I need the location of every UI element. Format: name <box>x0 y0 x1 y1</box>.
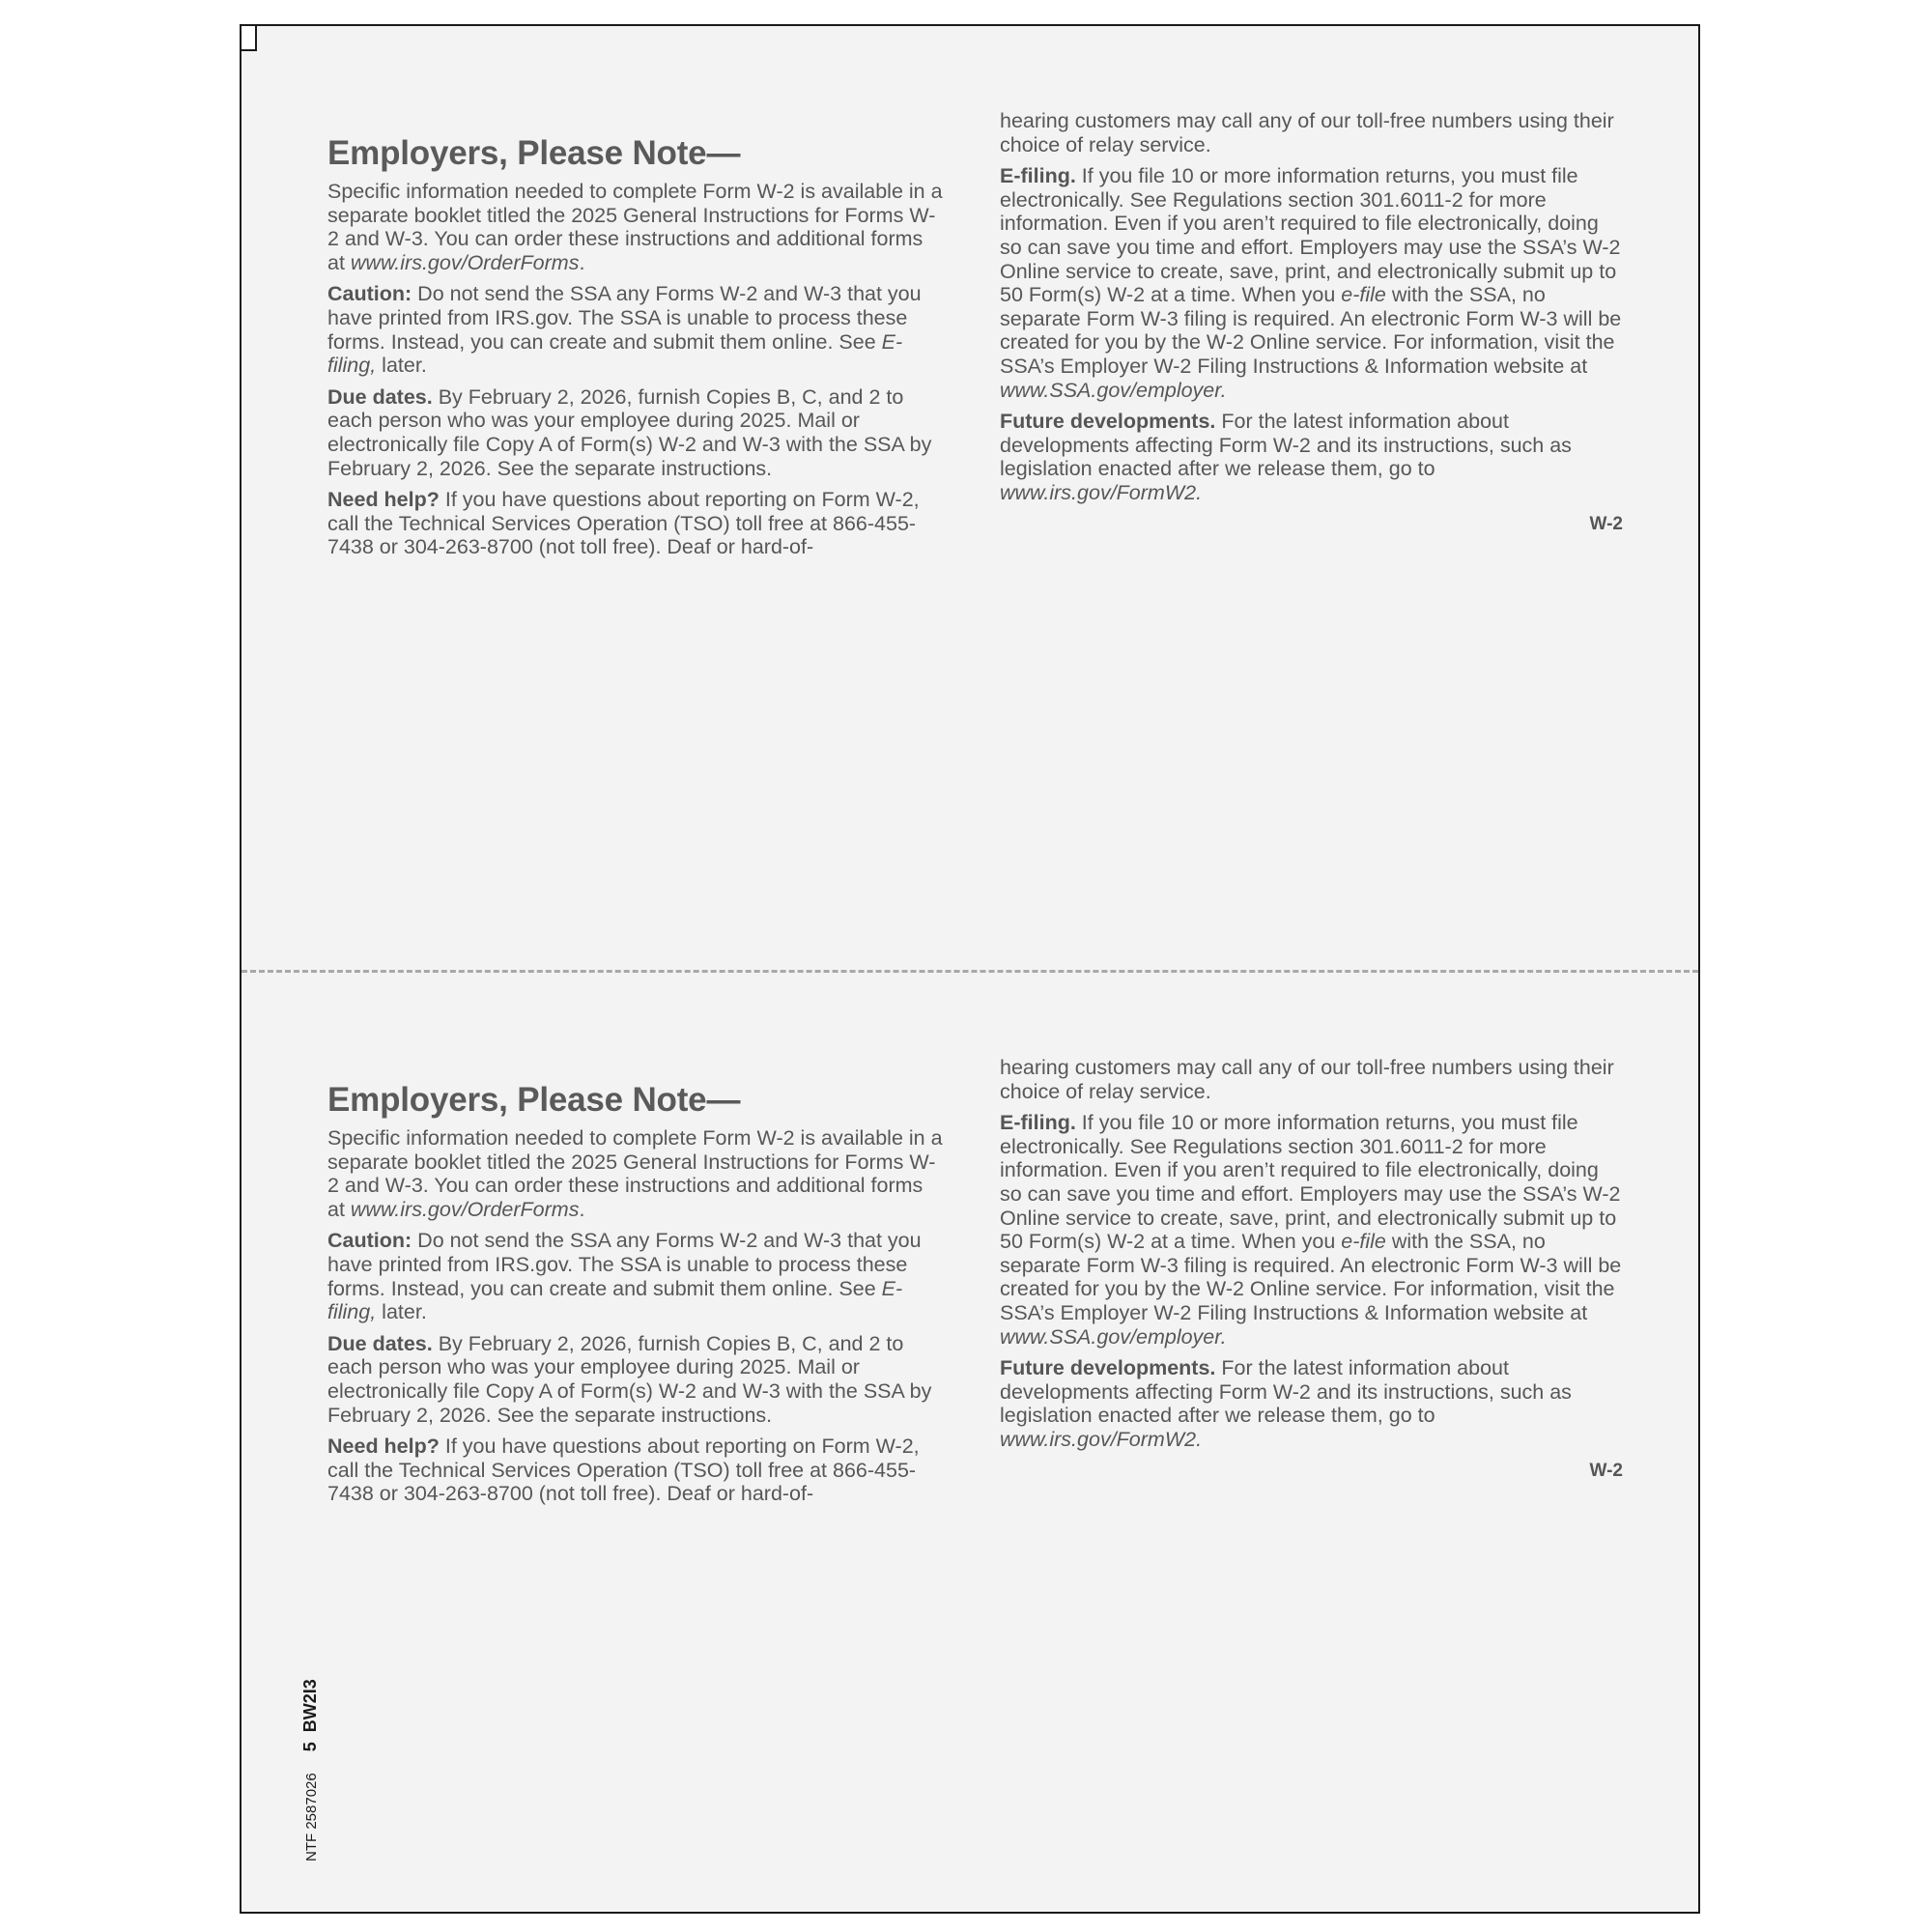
notice-left-column <box>327 1056 946 1514</box>
intro-end: . <box>579 250 585 274</box>
caution-label: Caution: <box>327 1229 412 1253</box>
efile-term: e-file <box>1341 1230 1386 1254</box>
need-help-text: If you have questions about reporting on Form W-2, call the Technical Services Operation (TSO) toll free at 866-455-7438 or 304-263-8700 (not toll free). Deaf or hard-of- <box>327 488 920 559</box>
efiling-text: If you file 10 or more information returns, you must file electronically. See Regulations section 301.6011-2 for more information. Even if you aren’t required to file electronically, doing so can save you time and effort. Employers may use the SSA’s W-2 Online service to create, save, print, and electronically submit up to 50 Form(s) W-2 at a time. When you <box>1000 164 1621 307</box>
intro-text: Specific information needed to complete Form W-2 is available in a separate booklet titled the 2025 General Instructions for Forms W-2 and W-3. You can order these instructions and additional forms at <box>327 1126 943 1221</box>
intro-paragraph <box>327 180 946 274</box>
intro-text: Specific information needed to complete Form W-2 is available in a separate booklet titled the 2025 General Instructions for Forms W-2 and W-3. You can order these instructions and additional forms at <box>327 180 943 274</box>
notice-left-column <box>327 109 946 567</box>
form-id-label: W-2 <box>1589 513 1623 534</box>
notice-panel-top <box>242 26 1698 963</box>
intro-end: . <box>579 1197 585 1221</box>
efile-term: e-file <box>1341 283 1386 307</box>
due-dates-label: Due dates. <box>327 384 433 409</box>
due-dates-text: By February 2, 2026, furnish Copies B, C, and 2 to each person who was your employee during 2025. Mail or electronically file Copy A of Form(s) W-2 and W-3 with the SSA by February 2, 2026. See the separate instructions. <box>327 384 932 480</box>
notice-heading: Employers, Please Note— <box>327 134 741 172</box>
product-code: BW2I3 <box>300 1679 320 1733</box>
efiling-text: If you file 10 or more information returns, you must file electronically. See Regulations section 301.6011-2 for more information. Even if you aren’t required to file electronically, doing so can save you time and effort. Employers may use the SSA’s W-2 Online service to create, save, print, and electronically submit up to 50 Form(s) W-2 at a time. When you <box>1000 1111 1621 1254</box>
notice-right-column <box>1000 109 1623 536</box>
future-developments-text: For the latest information about developments affecting Form W-2 and its instructions, such as legislation enacted after we release them, go to <box>1000 410 1572 481</box>
vertical-form-codes <box>296 1610 325 1861</box>
caution-paragraph <box>327 1229 946 1323</box>
due-dates-paragraph <box>327 1332 946 1427</box>
need-help-label: Need help? <box>327 1435 440 1459</box>
caution-end: later. <box>376 1300 427 1324</box>
need-help-continued: hearing customers may call any of our toll-free numbers using their choice of relay service. <box>1000 109 1614 156</box>
efiling-paragraph <box>1000 1111 1623 1349</box>
due-dates-paragraph <box>327 385 946 480</box>
caution-ref: E-filing, <box>327 329 903 378</box>
caution-end: later. <box>376 354 427 378</box>
caution-ref: E-filing, <box>327 1276 903 1324</box>
notice-panel-bottom <box>242 973 1698 1910</box>
due-dates-text: By February 2, 2026, furnish Copies B, C, and 2 to each person who was your employee during 2025. Mail or electronically file Copy A of Form(s) W-2 and W-3 with the SSA by February 2, 2026. See the separate instructions. <box>327 1331 932 1427</box>
ssa-employer-link[interactable]: www.SSA.gov/employer. <box>1000 1324 1227 1349</box>
efiling-label: E-filing. <box>1000 164 1076 188</box>
page-number: 5 <box>300 1742 320 1752</box>
future-developments-paragraph <box>1000 410 1623 504</box>
form-sheet <box>240 24 1700 1914</box>
formw2-link[interactable]: www.irs.gov/FormW2. <box>1000 480 1203 504</box>
future-developments-paragraph <box>1000 1356 1623 1451</box>
need-help-continued: hearing customers may call any of our toll-free numbers using their choice of relay service. <box>1000 1056 1614 1103</box>
caution-paragraph <box>327 282 946 377</box>
caution-label: Caution: <box>327 282 412 306</box>
efiling-label: E-filing. <box>1000 1111 1076 1135</box>
need-help-paragraph <box>327 1435 946 1506</box>
future-developments-label: Future developments. <box>1000 1356 1216 1380</box>
need-help-text: If you have questions about reporting on Form W-2, call the Technical Services Operation (TSO) toll free at 866-455-7438 or 304-263-8700 (not toll free). Deaf or hard-of- <box>327 1435 920 1506</box>
order-forms-link[interactable]: www.irs.gov/OrderForms <box>350 1197 580 1221</box>
ssa-employer-link[interactable]: www.SSA.gov/employer. <box>1000 378 1227 402</box>
notice-heading: Employers, Please Note— <box>327 1081 741 1119</box>
registration-mark <box>240 24 257 51</box>
notice-right-column <box>1000 1056 1623 1483</box>
ntf-code: NTF 2587026 <box>303 1773 320 1861</box>
future-developments-label: Future developments. <box>1000 410 1216 434</box>
efiling-paragraph <box>1000 164 1623 402</box>
caution-text: Do not send the SSA any Forms W-2 and W-3 that you have printed from IRS.gov. The SSA is unable to process these forms. Instead, you can create and submit them online. See <box>327 282 922 354</box>
form-id-label: W-2 <box>1589 1460 1623 1481</box>
future-developments-text: For the latest information about developments affecting Form W-2 and its instructions, such as legislation enacted after we release them, go to <box>1000 1356 1572 1428</box>
efiling-text-cont: with the SSA, no separate Form W-3 filing is required. An electronic Form W-3 will be created for you by the W-2 Online service. For information, visit the SSA’s Employer W-2 Filing Instructions & Information website at <box>1000 1230 1622 1324</box>
caution-text: Do not send the SSA any Forms W-2 and W-3 that you have printed from IRS.gov. The SSA is unable to process these forms. Instead, you can create and submit them online. See <box>327 1229 922 1300</box>
order-forms-link[interactable]: www.irs.gov/OrderForms <box>350 250 580 274</box>
intro-paragraph <box>327 1126 946 1221</box>
efiling-text-cont: with the SSA, no separate Form W-3 filing is required. An electronic Form W-3 will be created for you by the W-2 Online service. For information, visit the SSA’s Employer W-2 Filing Instructions & Information website at <box>1000 283 1622 378</box>
need-help-label: Need help? <box>327 488 440 512</box>
formw2-link[interactable]: www.irs.gov/FormW2. <box>1000 1427 1203 1451</box>
due-dates-label: Due dates. <box>327 1331 433 1355</box>
need-help-paragraph <box>327 488 946 559</box>
